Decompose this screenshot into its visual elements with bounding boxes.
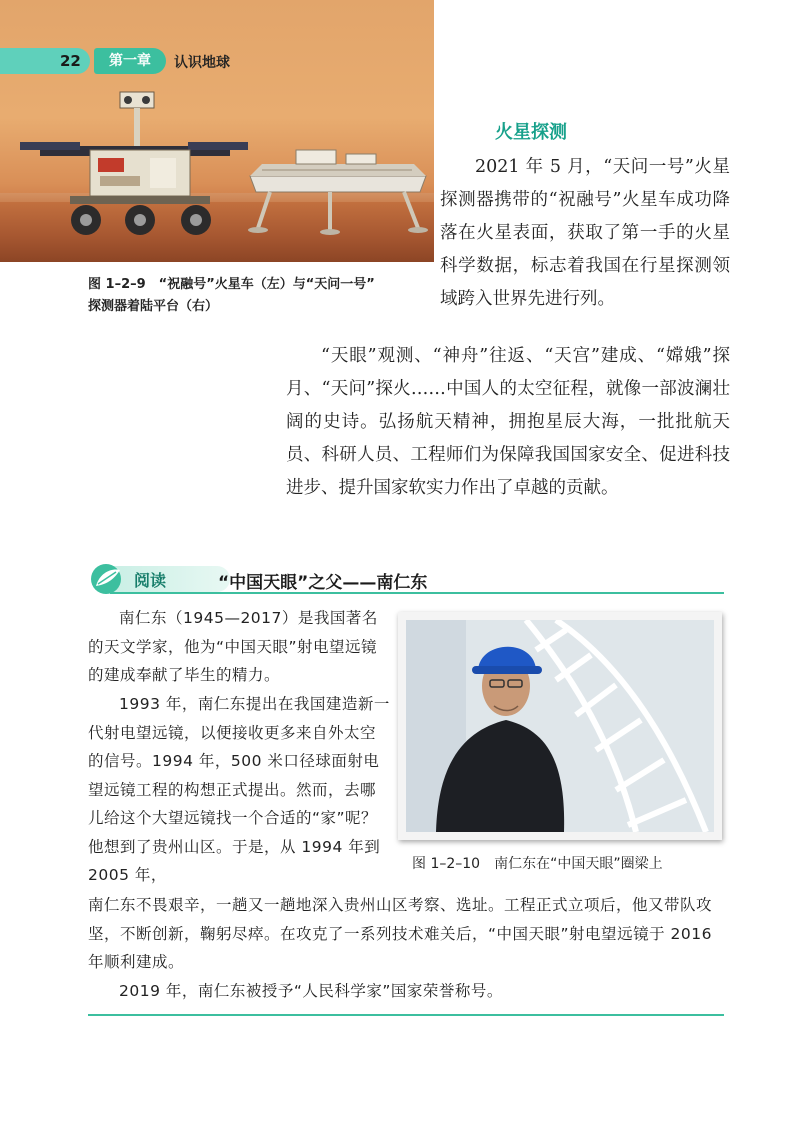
reading-paragraph-1: 南仁东（1945—2017）是我国著名的天文学家，他为“中国天眼”射电望远镜的建成奉献了毕生的精力。 [88, 609, 378, 684]
portrait-photo-frame [398, 612, 722, 840]
reading-title: “中国天眼”之父——南仁东 [218, 573, 428, 593]
figure-caption-mars-line2: 探测器着陆平台（右） [88, 299, 219, 314]
tianwen-lander [248, 150, 428, 235]
page-header [0, 48, 300, 74]
reading-paragraph-2: 1993 年，南仁东提出在我国建造新一代射电望远镜，以便接收更多来自外太空的信号。1994 年，500 米口径球面射电望远镜工程的构想正式提出。然而，去哪儿给这个大望远镜找一个合适的“家”呢？他想到了贵州山区。于是，从 1994 年到 2005 年， [88, 695, 390, 884]
rover-and-lander-illustration [0, 80, 434, 262]
reading-paragraph-3: 2019 年，南仁东被授予“人民科学家”国家荣誉称号。 [119, 982, 503, 1000]
chapter-title: 认识地球 [174, 55, 230, 71]
figure-caption-mars [88, 274, 428, 318]
reading-leaf-icon [88, 562, 128, 596]
zhurong-rover [20, 92, 248, 235]
mars-paragraph: 2021 年 5 月，“天问一号”火星探测器携带的“祝融号”火星车成功降落在火星表面，获取了第一手的火星科学数据，标志着我国在行星探测领域跨入世界先进行列。 [440, 157, 730, 309]
mars-rover-photo [0, 0, 434, 262]
figure-caption-portrait: 图 1–2–10 南仁东在“中国天眼”圈梁上 [412, 856, 663, 872]
reading-label: 阅读 [134, 571, 167, 590]
reading-section-header [88, 562, 724, 596]
chapter-badge: 第一章 [94, 48, 166, 74]
nan-rendong-photo [406, 620, 714, 832]
page-number: 22 [60, 52, 81, 70]
reading-label-pill [110, 566, 230, 592]
mars-section-heading: 火星探测 [495, 122, 567, 143]
reading-paragraph-2-continued: 南仁东不畏艰辛，一趟又一趟地深入贵州山区考察、选址。工程正式立项后，他又带队攻坚，不断创新，鞠躬尽瘁。在攻克了一系列技术难关后，“中国天眼”射电望远镜于 2016 年顺利建成。 [88, 896, 713, 971]
reading-bottom-rule [88, 1014, 724, 1016]
space-program-paragraph: “天眼”观测、“神舟”往返、“天宫”建成、“嫦娥”探月、“天问”探火……中国人的太空征程，就像一部波澜壮阔的史诗。弘扬航天精神，拥抱星辰大海，一批批航天员、科研人员、工程师们为保障我国国家安全、促进科技进步、提升国家软实力作出了卓越的贡献。 [286, 346, 730, 498]
figure-caption-mars-line1: 图 1–2–9 “祝融号”火星车（左）与“天问一号” [88, 277, 375, 292]
